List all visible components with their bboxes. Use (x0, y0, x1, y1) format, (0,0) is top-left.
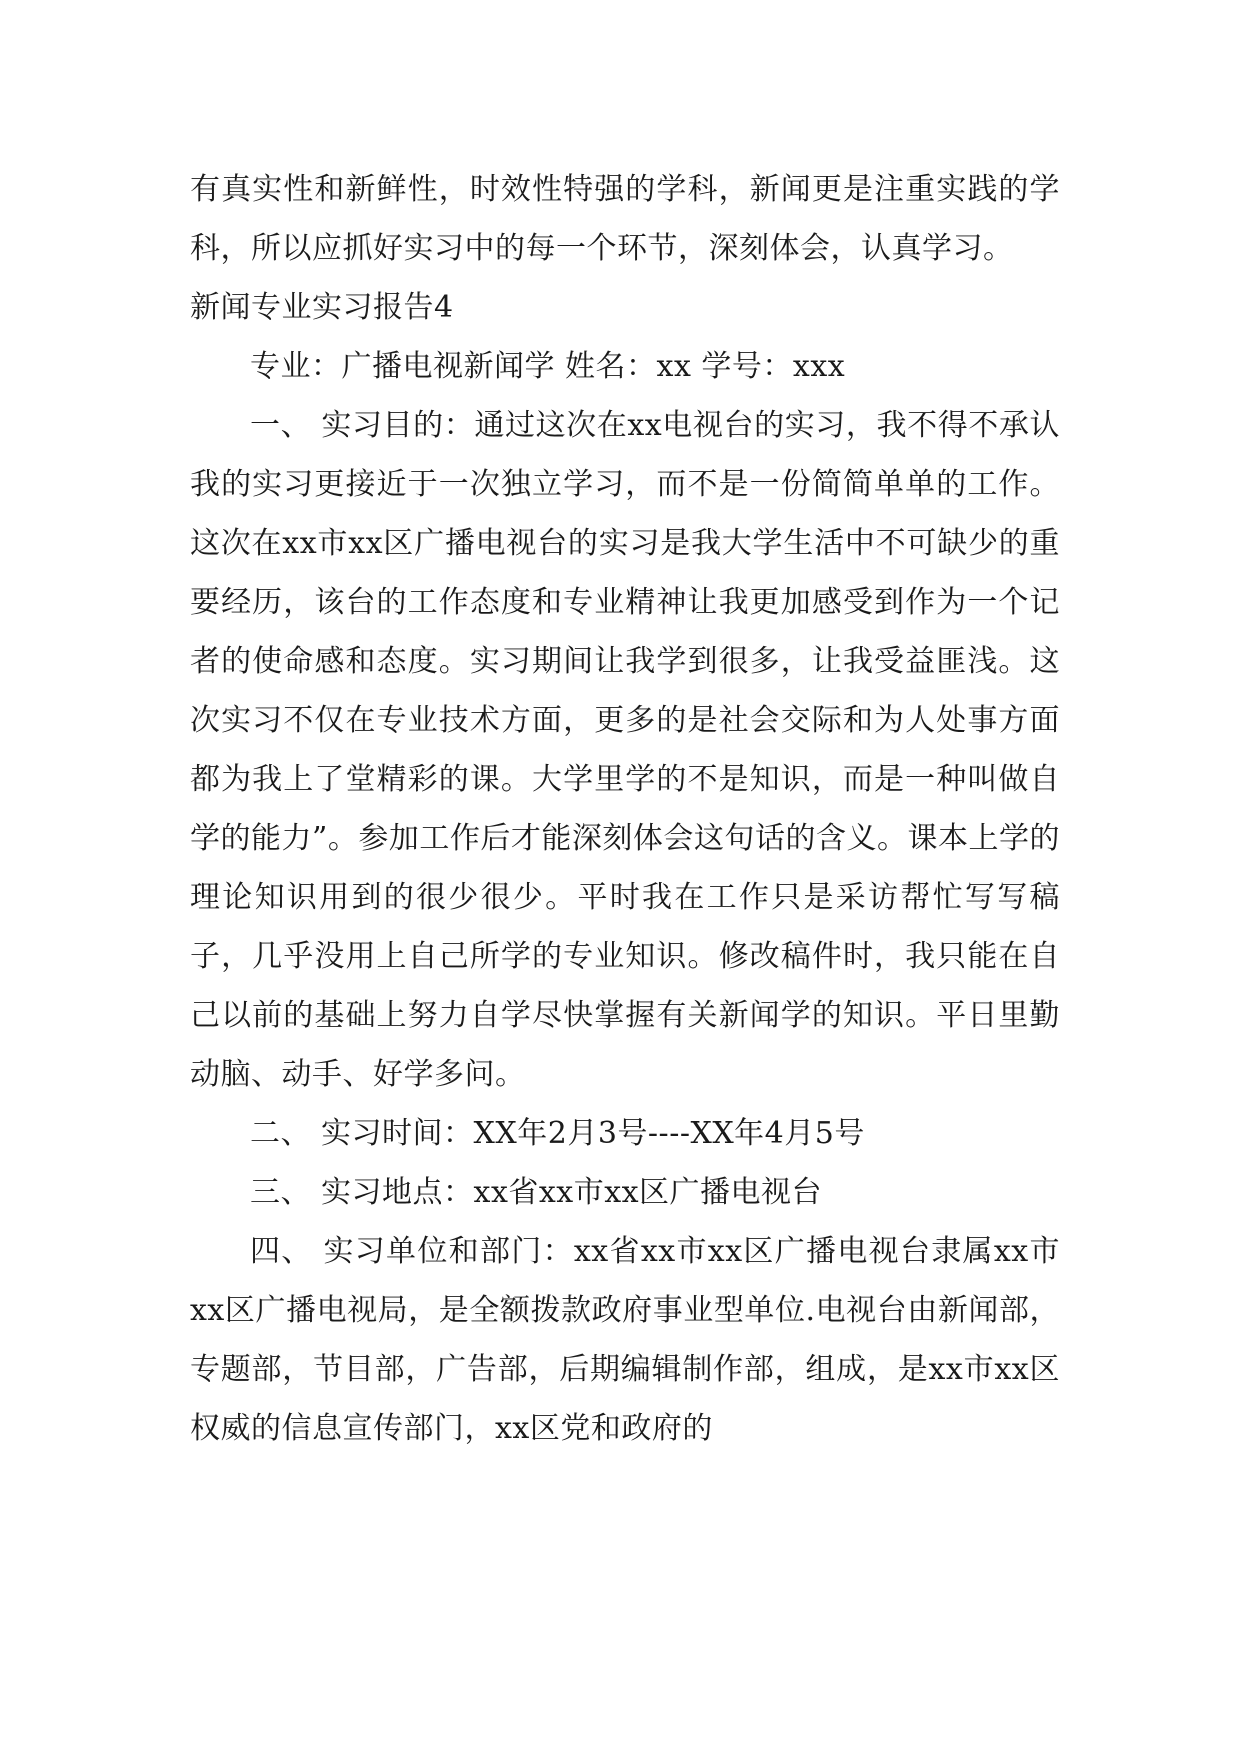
paragraph-unit: 四、 实习单位和部门：xx省xx市xx区广播电视台隶属xx市xx区广播电视局，是全额拨款政府事业型单位.电视台由新闻部，专题部，节目部，广告部，后期编辑制作部，组成，是xx市xx区权威的信息宣传部门，xx区党和政府的 (190, 1234, 1060, 1446)
paragraph-continuation: 有真实性和新鲜性，时效性特强的学科，新闻更是注重实践的学科，所以应抓好实习中的每一个环节，深刻体会，认真学习。 (190, 172, 1060, 266)
section-heading: 新闻专业实习报告4 (190, 290, 454, 325)
paragraph-time: 二、 实习时间：XX年2月3号----XX年4月5号 (250, 1116, 865, 1151)
paragraph-purpose: 一、 实习目的：通过这次在xx电视台的实习，我不得不承认我的实习更接近于一次独立学习，而不是一份简简单单的工作。这次在xx市xx区广播电视台的实习是我大学生活中不可缺少的重要经历，该台的工作态度和专业精神让我更加感受到作为一个记者的使命感和态度。实习期间让我学到很多，让我受益匪浅。这次实习不仅在专业技术方面，更多的是社会交际和为人处事方面都为我上了堂精彩的课。大学里学的不是知识，而是一种叫做自学的能力”。参加工作后才能深刻体会这句话的含义。课本上学的理论知识用到的很少很少。平时我在工作只是采访帮忙写写稿子，几乎没用上自己所学的专业知识。修改稿件时，我只能在自己以前的基础上努力自学尽快掌握有关新闻学的知识。平日里勤动脑、动手、好学多问。 (190, 408, 1060, 1092)
student-info-line: 专业：广播电视新闻学 姓名：xx 学号：xxx (250, 349, 846, 384)
document-body (190, 160, 1060, 1458)
paragraph-location: 三、 实习地点：xx省xx市xx区广播电视台 (250, 1175, 823, 1210)
